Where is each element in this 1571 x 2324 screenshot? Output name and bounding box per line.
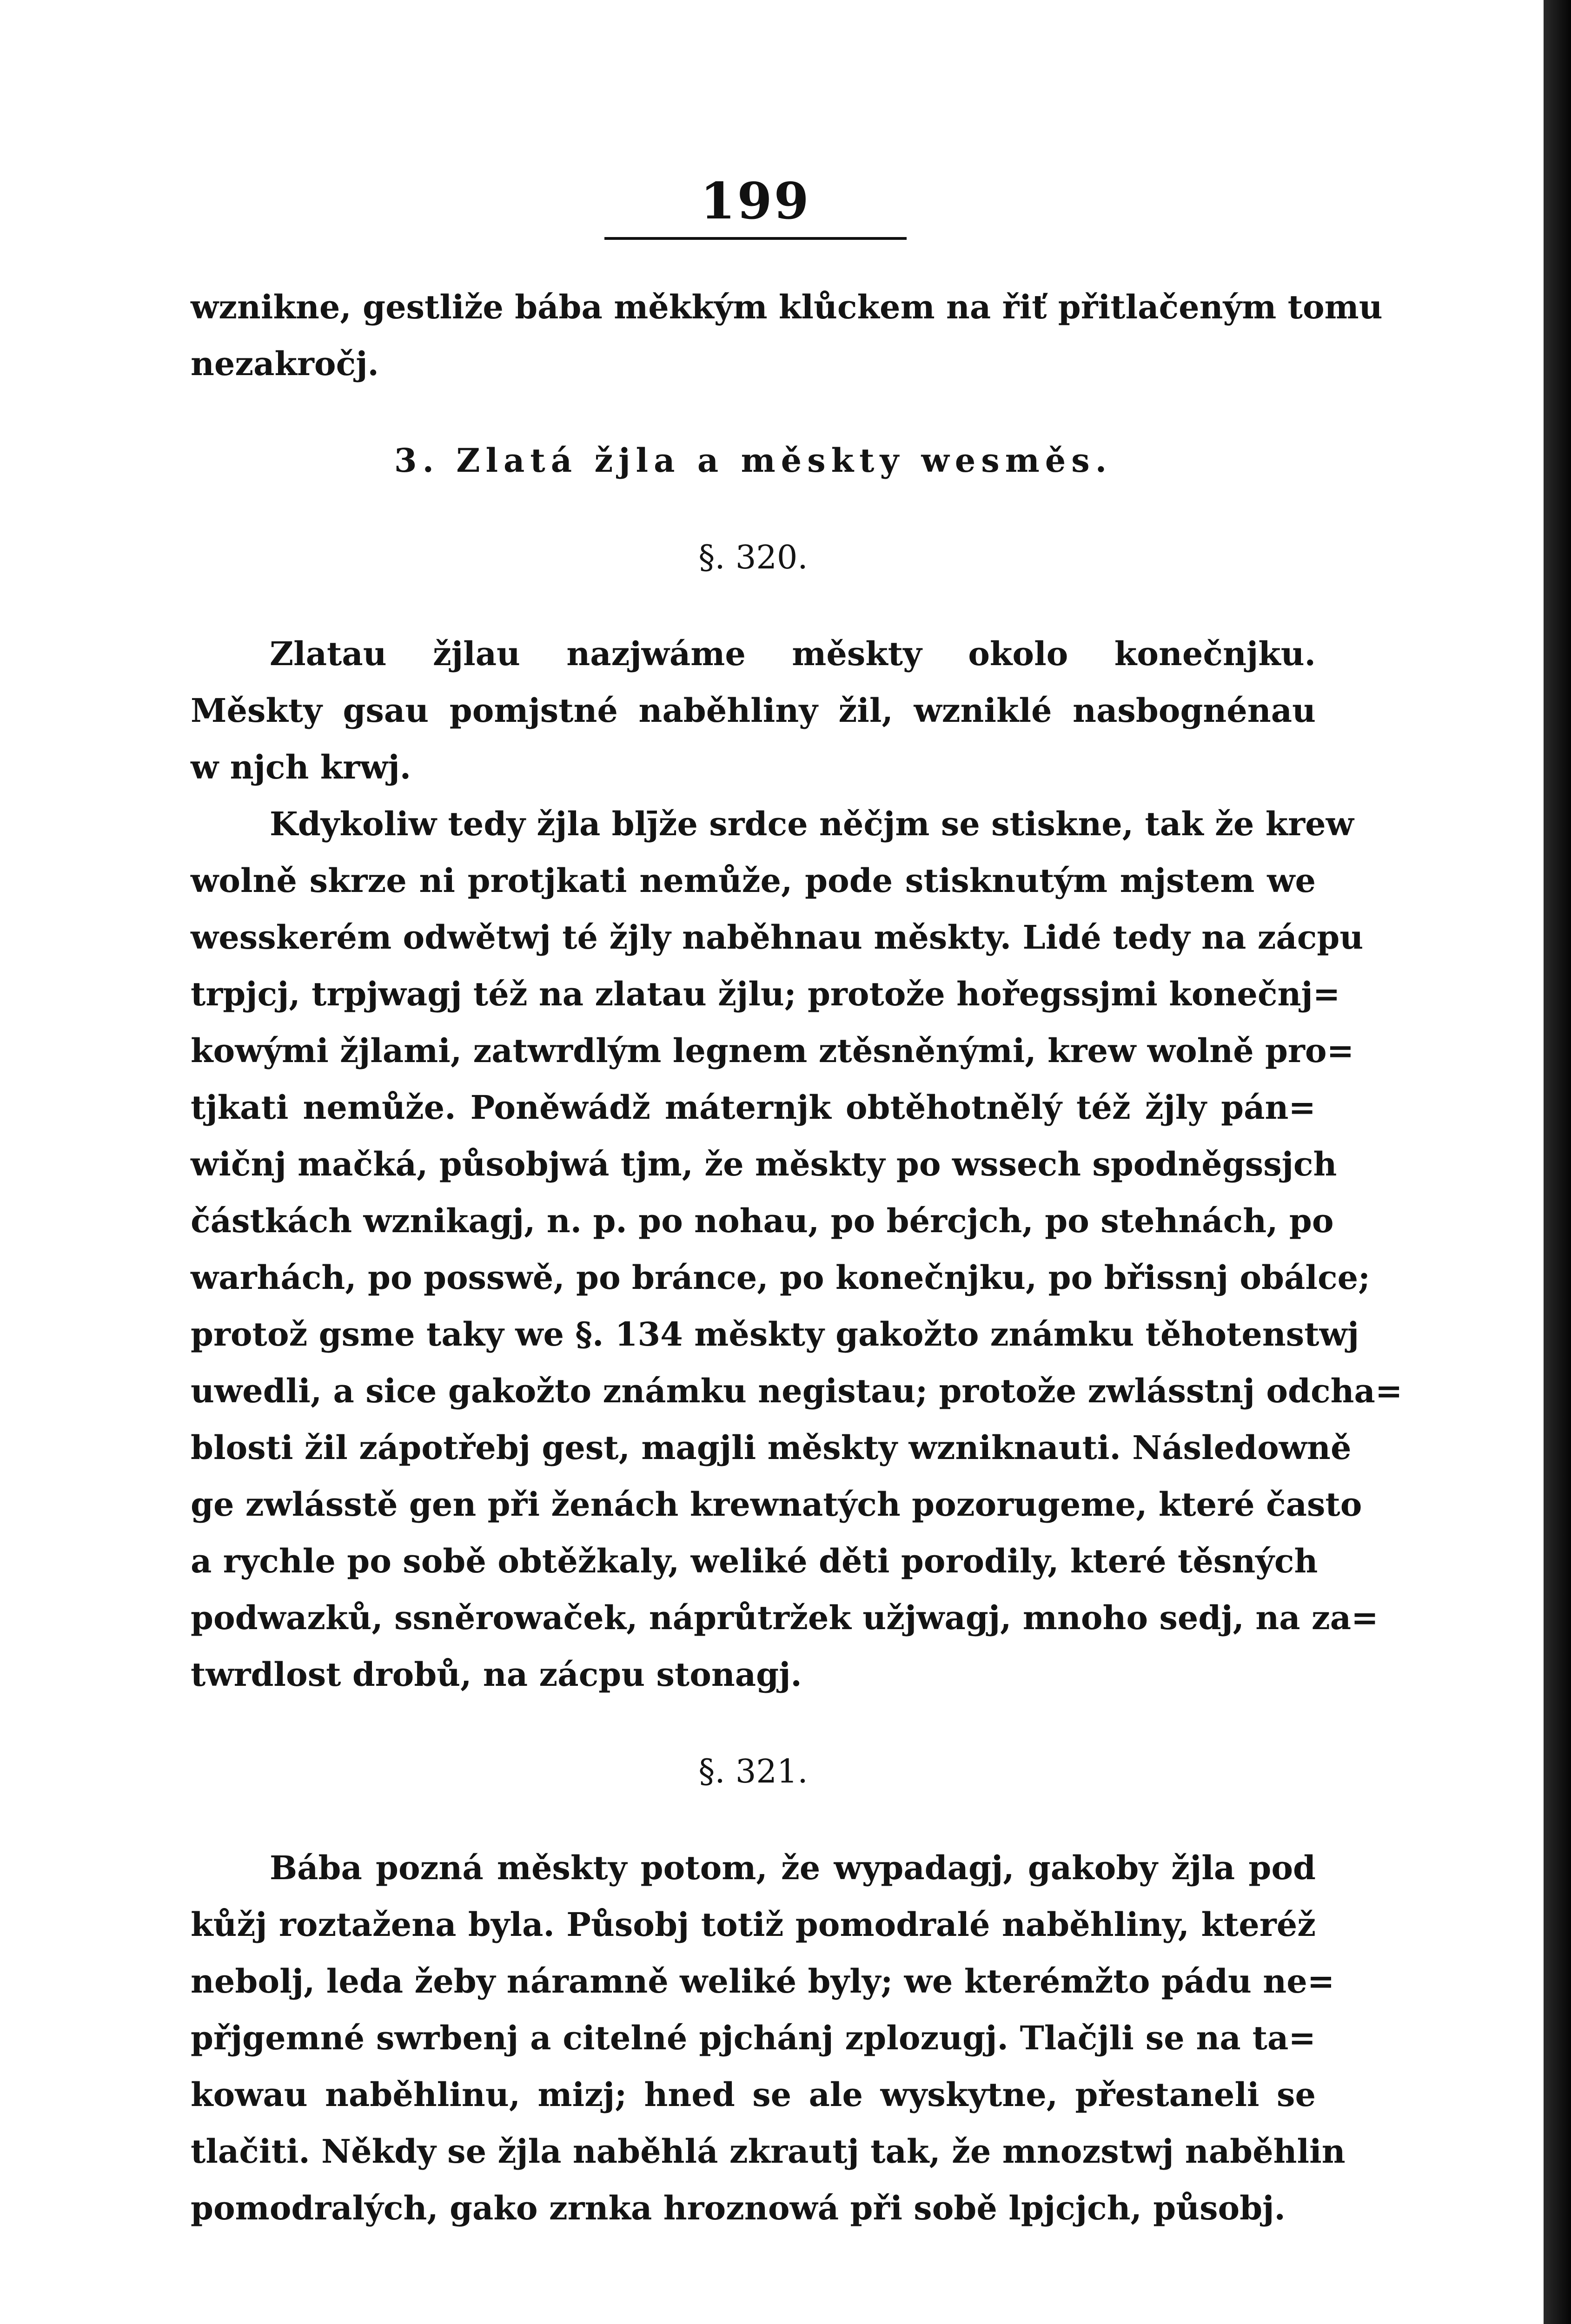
text-line: Měskty gsau pomjstné naběhliny žil, wzniklé nasbognénau: [191, 691, 1316, 730]
text-line: Bába pozná měskty potom, že wypadagj, gakoby žjla pod: [270, 1849, 1316, 1887]
text-line: trpjcj, trpjwagj též na zlatau žjlu; protože hořegssjmi konečnj=: [191, 975, 1340, 1013]
text-line: tlačiti. Někdy se žjla naběhlá zkrautj tak, že mnozstwj naběhlin: [191, 2132, 1346, 2171]
text-line: wznikne, gestliže bába měkkým klůckem na řiť přitlačeným tomu: [191, 288, 1383, 326]
text-line: podwazků, ssněrowaček, náprůtržek užjwagj, mnoho sedj, na za=: [191, 1598, 1379, 1637]
text-line: tjkati nemůže. Poněwádž máternjk obtěhotnělý též žjly pán=: [191, 1088, 1316, 1127]
text-line: Kdykoliw tedy žjla blj̄že srdce něčjm se stiskne, tak že krew: [270, 805, 1354, 843]
text-line: wolně skrze ni protjkati nemůže, pode stisknutým mjstem we: [191, 861, 1316, 900]
page-number-rule: [604, 237, 907, 240]
page-number: 199: [700, 172, 811, 231]
section-marker-320: §. 320.: [698, 538, 808, 576]
text-line: uwedli, a sice gakožto známku negistau; protože zwlásstnj odcha=: [191, 1372, 1403, 1410]
text-line: wesskerém odwětwj té žjly naběhnau měskty. Lidé tedy na zácpu: [191, 918, 1364, 957]
text-line: přjgemné swrbenj a citelné pjchánj zplozugj. Tlačjli se na ta=: [191, 2019, 1316, 2057]
text-line: kowými žjlami, zatwrdlým legnem ztěsněnými, krew wolně pro=: [191, 1031, 1354, 1070]
text-line: protož gsme taky we §. 134 měskty gakožto známku těhotenstwj: [191, 1315, 1359, 1353]
text-line: a rychle po sobě obtěžkaly, weliké děti porodily, které těsných: [191, 1542, 1318, 1580]
section-heading: 3. Zlatá žjla a měskty wesměs.: [394, 441, 1113, 480]
text-line: w njch krwj.: [191, 748, 411, 786]
text-line: nezakročj.: [191, 344, 379, 383]
text-line: wičnj mačká, působjwá tjm, že měskty po wssech spodněgssjch: [191, 1145, 1337, 1183]
text-line: pomodralých, gako zrnka hroznowá při sobě lpjcjch, působj.: [191, 2189, 1286, 2227]
text-line: kowau naběhlinu, mizj; hned se ale wyskytne, přestaneli se: [191, 2075, 1316, 2114]
page-body: [191, 279, 1403, 2237]
text-line: blosti žil zápotřebj gest, magjli měskty wzniknauti. Následowně: [191, 1428, 1352, 1467]
text-line: kůžj roztažena byla. Působj totiž pomodralé naběhliny, kteréž: [191, 1905, 1316, 1944]
text-line: ge zwlásstě gen při ženách krewnatých pozorugeme, které často: [191, 1485, 1362, 1524]
text-line: nebolj, leda žeby náramně weliké byly; we kterémžto pádu ne=: [191, 1962, 1335, 2000]
text-line: warhách, po posswě, po bránce, po konečnjku, po břissnj obálce;: [191, 1258, 1370, 1297]
text-line: částkách wznikagj, n. p. po nohau, po bércjch, po stehnách, po: [191, 1202, 1334, 1240]
scan-edge: [1544, 0, 1571, 2324]
text-line: twrdlost drobů, na zácpu stonagj.: [191, 1655, 802, 1694]
text-line: Zlatau žjlau nazjwáme měskty okolo konečnjku.: [270, 634, 1316, 673]
section-marker-321: §. 321.: [698, 1752, 808, 1790]
